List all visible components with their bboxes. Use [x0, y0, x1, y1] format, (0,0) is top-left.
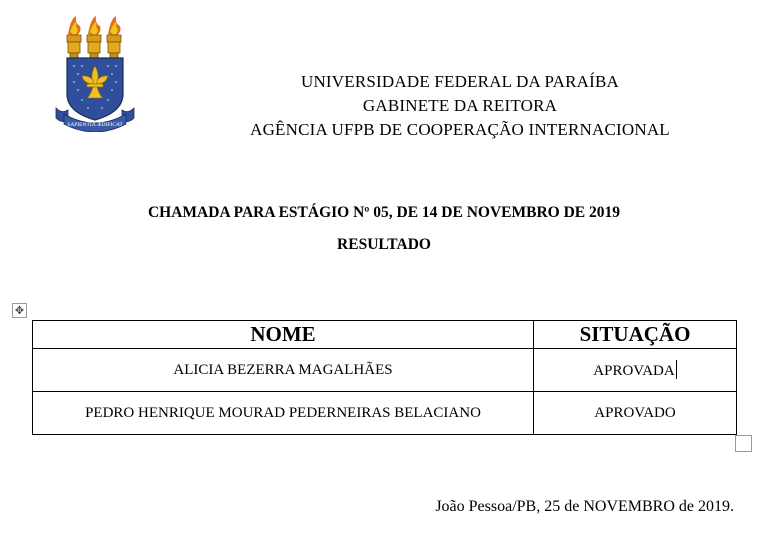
- document-title: CHAMADA PARA ESTÁGIO Nº 05, DE 14 DE NOVEMBRO DE 2019: [147, 204, 620, 221]
- university-crest-logo: [54, 14, 136, 132]
- status-cell[interactable]: [534, 392, 737, 435]
- text-cursor: [676, 360, 677, 379]
- agency-name: AGÊNCIA UFPB DE COOPERAÇÃO INTERNACIONAL: [250, 120, 670, 139]
- document-subtitle: RESULTADO: [337, 236, 431, 253]
- table-row: [33, 392, 737, 435]
- svg-text:SAPIENTIA ÆDIFICAT: SAPIENTIA ÆDIFICAT: [67, 122, 123, 128]
- status-text: APROVADO: [594, 404, 676, 421]
- status-text: APROVADA: [593, 363, 675, 379]
- column-header-name: NOME: [33, 321, 534, 349]
- status-cell[interactable]: [534, 349, 737, 392]
- table-row: [33, 349, 737, 392]
- result-table: [32, 320, 737, 435]
- resize-handle-icon[interactable]: [735, 435, 752, 452]
- torch-icon: [67, 16, 81, 58]
- name-cell[interactable]: [33, 349, 534, 392]
- name-text: ALICIA BEZERRA MAGALHÃES: [173, 361, 393, 378]
- torch-icon: [87, 16, 101, 58]
- name-text: PEDRO HENRIQUE MOURAD PEDERNEIRAS BELACIANO: [85, 404, 481, 421]
- university-name: UNIVERSIDADE FEDERAL DA PARAÍBA: [300, 72, 620, 91]
- place-and-date: João Pessoa/PB, 25 de NOVEMBRO de 2019.: [435, 498, 734, 515]
- name-cell[interactable]: [33, 392, 534, 435]
- office-name: GABINETE DA REITORA: [362, 96, 558, 115]
- torch-icon: [107, 16, 121, 58]
- table-header-row: [33, 321, 737, 349]
- move-arrows-icon[interactable]: ✥: [12, 303, 27, 318]
- column-header-status: SITUAÇÃO: [534, 321, 737, 349]
